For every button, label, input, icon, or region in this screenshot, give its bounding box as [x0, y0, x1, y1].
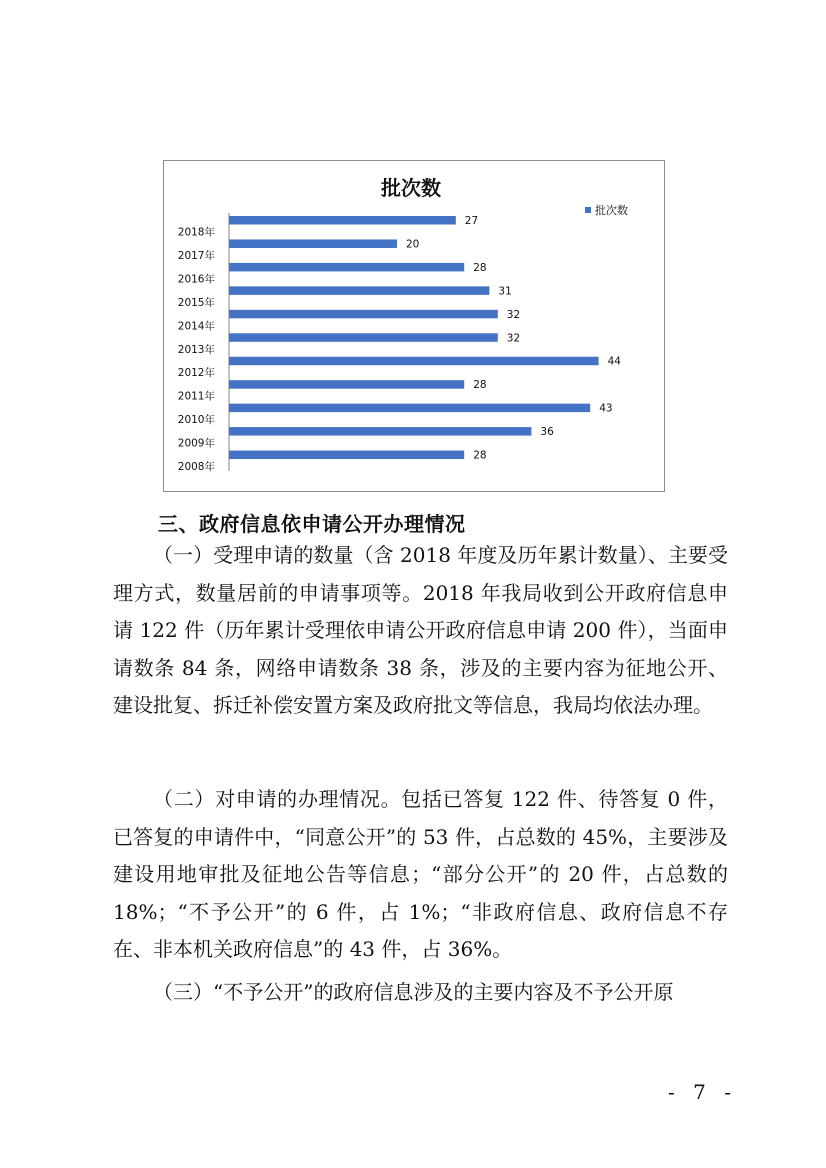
bar-2012年 — [229, 357, 599, 366]
tick-label-2014年: 2014年 — [177, 320, 215, 333]
section-heading: 三、政府信息依申请公开办理情况 — [158, 512, 466, 536]
legend-label: 批次数 — [595, 204, 628, 217]
data-label-2009年: 36 — [540, 426, 554, 439]
data-label-2018年: 27 — [464, 215, 479, 227]
tick-label-2016年: 2016年 — [177, 273, 215, 286]
chart-svg — [164, 161, 664, 491]
bar-2009年 — [229, 427, 531, 436]
bar-2011年 — [229, 380, 464, 389]
bar-2018年 — [229, 216, 456, 225]
chart-title: 批次数 — [381, 176, 441, 200]
data-label-2012年: 44 — [607, 355, 621, 368]
bar-chart — [163, 160, 665, 492]
data-label-2014年: 32 — [506, 308, 521, 321]
bar-2016年 — [229, 263, 464, 272]
tick-label-2010年: 2010年 — [177, 414, 215, 427]
tick-label-2012年: 2012年 — [177, 367, 215, 380]
data-label-2010年: 43 — [599, 402, 613, 415]
paragraph-2: （二）对申请的办理情况。包括已答复 122 件、待答复 0 件，已答复的申请件中，“同意公开”的 53 件，占总数的 45%，主要涉及建设用地审批及征地公告等信息；“部分公开”的 20 件，占总数的 18%；“不予公开”的 6 件，占 1%；“非政府信息、政府信息不存在、非本机关政府信息”的 43 件，占 36%。 — [113, 787, 728, 961]
bar-2017年 — [229, 239, 397, 248]
paragraph-3: （三）“不予公开”的政府信息涉及的主要内容及不予公开原 — [153, 980, 674, 1004]
bar-2013年 — [229, 333, 498, 342]
bar-2008年 — [229, 451, 464, 460]
data-label-2017年: 20 — [406, 238, 420, 251]
data-label-2013年: 32 — [506, 332, 521, 345]
paragraph-1: （一）受理申请的数量（含 2018 年度及历年累计数量）、主要受理方式，数量居前的申请事项等。2018 年我局收到公开政府信息申请 122 件（历年累计受理依申请公开政府信息申请 200 件），当面申请数条 84 条，网络申请数条 38 条，涉及的主要内容为征地公开、建设批复、拆迁补偿安置方案及政府批文等信息，我局均依法办理。 — [113, 543, 728, 717]
page-number: - 7 - — [668, 1080, 737, 1104]
tick-label-2009年: 2009年 — [177, 437, 215, 450]
bar-2015年 — [229, 286, 489, 295]
tick-label-2008年: 2008年 — [177, 461, 215, 474]
bar-2014年 — [229, 310, 498, 319]
data-label-2008年: 28 — [473, 449, 487, 462]
tick-label-2018年: 2018年 — [177, 226, 215, 239]
tick-label-2013年: 2013年 — [177, 343, 215, 356]
data-label-2015年: 31 — [498, 285, 512, 298]
bar-2010年 — [229, 404, 590, 413]
tick-label-2015年: 2015年 — [177, 296, 215, 309]
tick-label-2011年: 2011年 — [177, 390, 215, 403]
data-label-2016年: 28 — [473, 261, 487, 274]
bars-group — [178, 215, 622, 473]
tick-label-2017年: 2017年 — [177, 249, 215, 262]
data-label-2011年: 28 — [473, 379, 487, 392]
legend-swatch — [585, 207, 591, 213]
